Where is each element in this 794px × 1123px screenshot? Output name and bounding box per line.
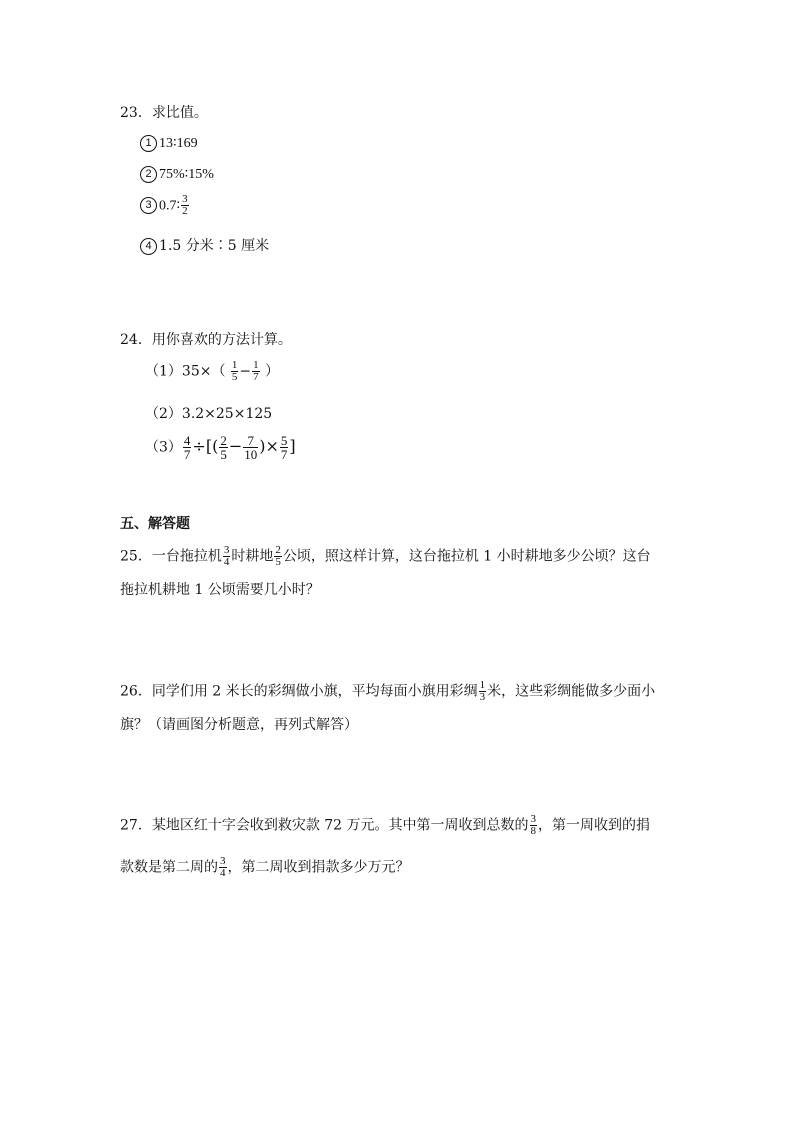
q23-item-3 bbox=[140, 194, 190, 217]
circled-number-1: 1 bbox=[140, 135, 157, 152]
q27-line-2 bbox=[120, 856, 410, 879]
fraction-2-5: $\frac{2}{5}$ bbox=[220, 433, 227, 462]
q23-item-2-text: 75%∶15% bbox=[159, 167, 214, 182]
q23-title: 23．求比值。 bbox=[120, 105, 208, 121]
fraction-3-2: $\frac{3}{2}$ bbox=[182, 193, 188, 217]
fraction-7-10: $\frac{7}{10}$ bbox=[244, 433, 258, 462]
fraction-3-4: $\frac{3}{4}$ bbox=[223, 544, 230, 568]
close-bracket: ] bbox=[289, 436, 296, 456]
multiply-sign: )× bbox=[259, 436, 279, 456]
q25-text-2: 时耕地 bbox=[231, 548, 274, 565]
section-title: 五、解答题 bbox=[120, 516, 190, 532]
close-paren: ） bbox=[265, 363, 280, 380]
q24-item-1-label: （1）35×（ bbox=[145, 363, 226, 380]
minus-sign-2: − bbox=[228, 436, 243, 456]
open-brackets: [( bbox=[205, 436, 219, 456]
q27-text-4: ，第二周收到捐款多少万元？ bbox=[227, 859, 410, 876]
q24-item-2: （2）3.2×25×125 bbox=[145, 406, 273, 422]
q27-text-3: 款数是第二周的 bbox=[120, 859, 218, 876]
q26-text-1: 26．同学们用 2 米长的彩绸做小旗，平均每面小旗用彩绸 bbox=[120, 683, 478, 700]
q23-item-4 bbox=[140, 237, 269, 255]
circled-number-4: 4 bbox=[140, 238, 157, 255]
minus-sign: − bbox=[239, 363, 252, 380]
divide-sign: ÷ bbox=[192, 436, 206, 456]
fraction-4-7: $\frac{4}{7}$ bbox=[183, 433, 191, 462]
fraction-3-4-b: $\frac{3}{4}$ bbox=[220, 855, 226, 879]
fraction-1-5: $\frac{1}{5}$ bbox=[231, 359, 238, 383]
q23-item-1-text: 13∶169 bbox=[159, 136, 198, 151]
q26-line-1 bbox=[120, 680, 655, 703]
q25-line-2: 拖拉机耕地 1 公顷需要几小时？ bbox=[120, 582, 320, 598]
q23-item-1 bbox=[140, 134, 198, 153]
q23-item-2 bbox=[140, 165, 214, 184]
fraction-5-7: $\frac{5}{7}$ bbox=[280, 433, 288, 462]
q23-item-4-text: 1.5 分米∶5 厘米 bbox=[159, 238, 270, 254]
q24-title: 24．用你喜欢的方法计算。 bbox=[120, 332, 292, 348]
circled-number-2: 2 bbox=[140, 166, 157, 183]
q26-text-2: 米，这些彩绸能做多少面小 bbox=[487, 683, 656, 700]
q27-text-2: ，第一周收到的捐 bbox=[538, 817, 651, 834]
q25-text-3: 公顷，照这样计算，这台拖拉机 1 小时耕地多少公顷？这台 bbox=[282, 548, 651, 565]
q26-line-2: 旗？（请画图分析题意，再列式解答） bbox=[120, 717, 358, 733]
fraction-1-3: $\frac{1}{3}$ bbox=[479, 679, 486, 703]
q24-item-1 bbox=[145, 360, 279, 383]
q27-line-1 bbox=[120, 814, 650, 837]
q27-text-1: 27．某地区红十字会收到救灾款 72 万元。其中第一周收到总数的 bbox=[120, 817, 529, 834]
q25-text-1: 25．一台拖拉机 bbox=[120, 548, 222, 565]
q25-line-1 bbox=[120, 545, 651, 568]
q23-item-3-text: 0.7∶ bbox=[159, 198, 181, 214]
circled-number-3: 3 bbox=[140, 197, 157, 214]
fraction-3-8: $\frac{3}{8}$ bbox=[530, 813, 537, 837]
fraction-1-7: $\frac{1}{7}$ bbox=[253, 359, 259, 383]
q24-item-3 bbox=[145, 434, 296, 461]
fraction-2-5: $\frac{2}{5}$ bbox=[275, 544, 281, 568]
q24-item-3-label: （3） bbox=[145, 439, 182, 456]
